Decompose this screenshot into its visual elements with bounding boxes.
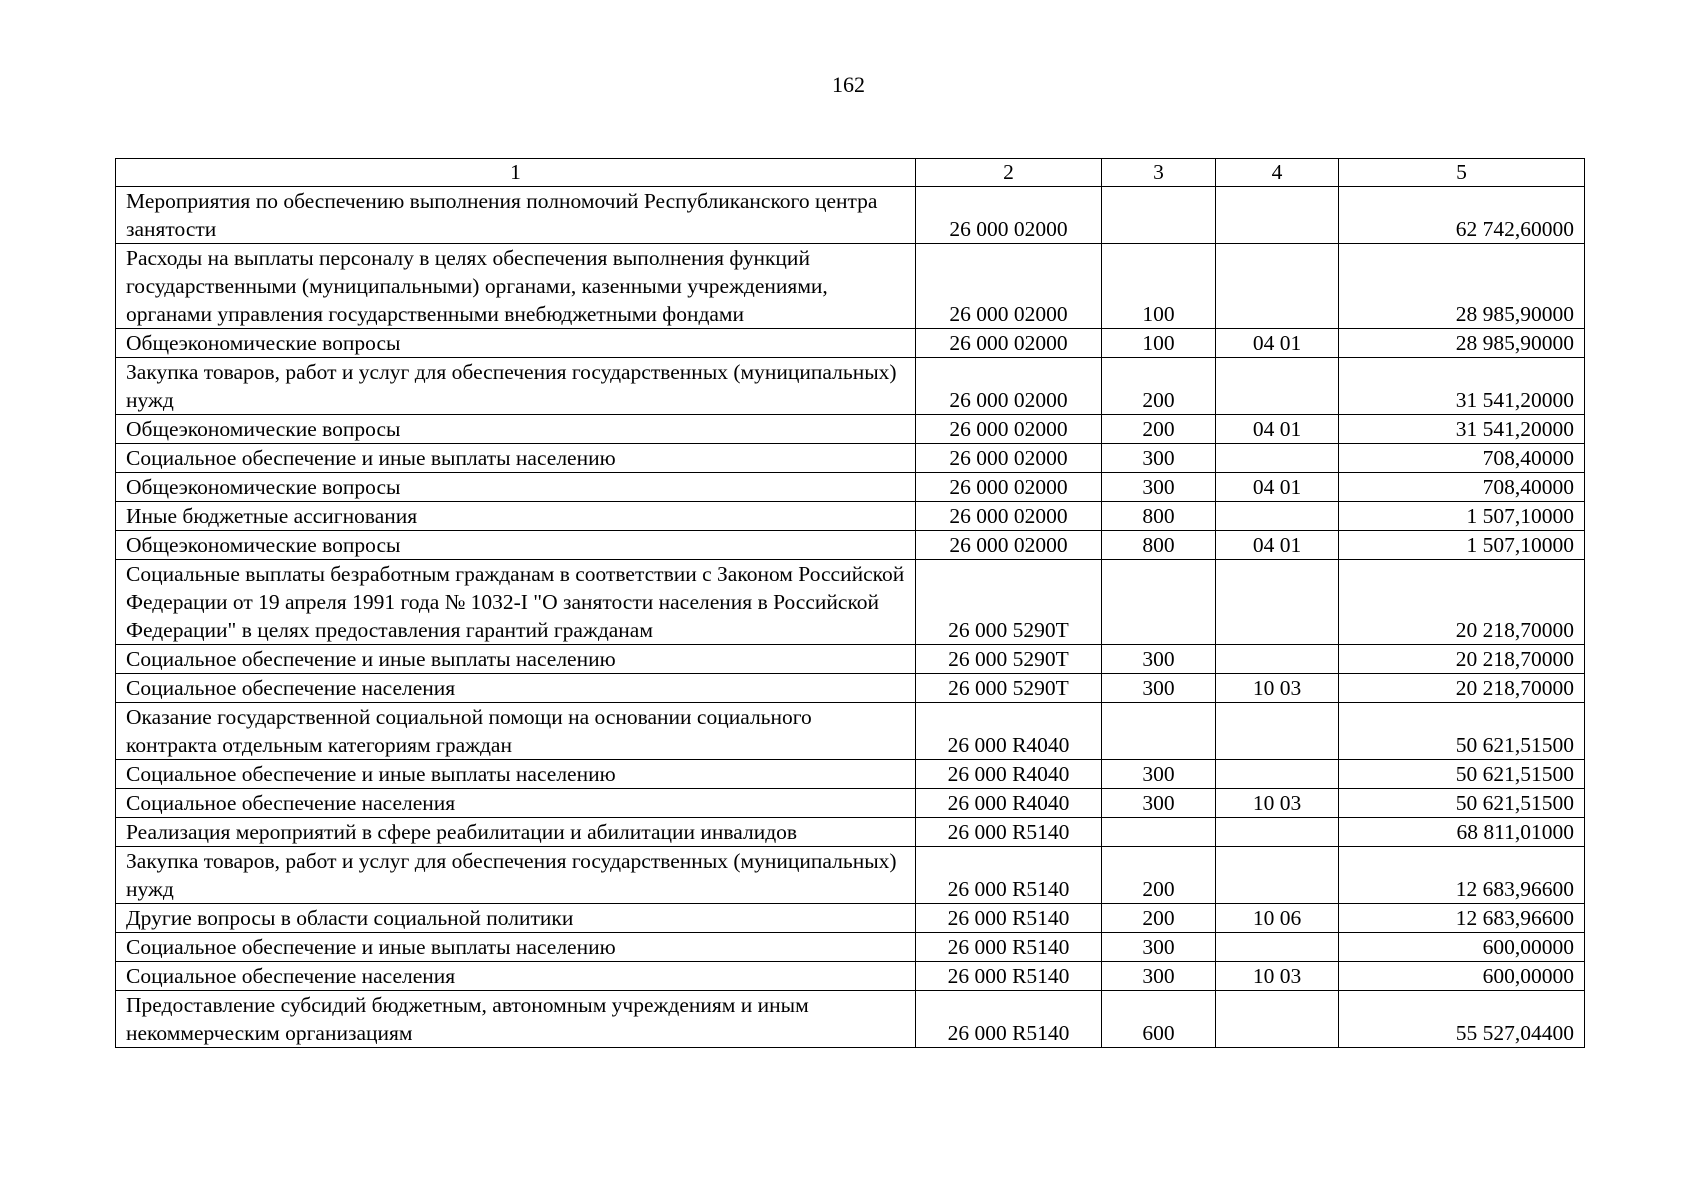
cell-expense-type: 300 <box>1102 789 1216 818</box>
cell-amount: 20 218,70000 <box>1339 560 1585 645</box>
cell-target-code: 26 000 02000 <box>916 444 1102 473</box>
table-header <box>116 159 1585 187</box>
cell-expense-type: 100 <box>1102 244 1216 329</box>
cell-name: Закупка товаров, работ и услуг для обеспечения государственных (муниципальных) нужд <box>116 847 916 904</box>
cell-section <box>1216 244 1339 329</box>
cell-target-code: 26 000 02000 <box>916 244 1102 329</box>
table-row <box>116 789 1585 818</box>
table-row <box>116 933 1585 962</box>
cell-section <box>1216 560 1339 645</box>
cell-target-code: 26 000 02000 <box>916 531 1102 560</box>
cell-section: 10 06 <box>1216 904 1339 933</box>
cell-name: Социальное обеспечение и иные выплаты населению <box>116 444 916 473</box>
cell-amount: 12 683,96600 <box>1339 847 1585 904</box>
cell-expense-type: 300 <box>1102 962 1216 991</box>
cell-target-code: 26 000 02000 <box>916 358 1102 415</box>
cell-name: Социальное обеспечение и иные выплаты населению <box>116 933 916 962</box>
header-row <box>116 159 1585 187</box>
cell-target-code: 26 000 R5140 <box>916 962 1102 991</box>
cell-section <box>1216 703 1339 760</box>
cell-name: Оказание государственной социальной помощи на основании социального контракта отдельным категориям граждан <box>116 703 916 760</box>
table-row <box>116 244 1585 329</box>
cell-target-code: 26 000 R4040 <box>916 789 1102 818</box>
cell-name: Общеэкономические вопросы <box>116 473 916 502</box>
header-col-5: 5 <box>1339 159 1585 187</box>
cell-amount: 68 811,01000 <box>1339 818 1585 847</box>
table-row <box>116 962 1585 991</box>
cell-section <box>1216 933 1339 962</box>
cell-name: Закупка товаров, работ и услуг для обеспечения государственных (муниципальных) нужд <box>116 358 916 415</box>
cell-section <box>1216 818 1339 847</box>
page-number: 162 <box>832 72 865 97</box>
cell-section: 10 03 <box>1216 674 1339 703</box>
cell-amount: 31 541,20000 <box>1339 415 1585 444</box>
cell-section <box>1216 502 1339 531</box>
cell-section: 10 03 <box>1216 962 1339 991</box>
cell-section: 10 03 <box>1216 789 1339 818</box>
cell-target-code: 26 000 02000 <box>916 329 1102 358</box>
cell-amount: 62 742,60000 <box>1339 187 1585 244</box>
table-row <box>116 329 1585 358</box>
cell-name: Социальное обеспечение населения <box>116 789 916 818</box>
cell-expense-type <box>1102 818 1216 847</box>
table-row <box>116 904 1585 933</box>
cell-section <box>1216 991 1339 1048</box>
cell-name: Социальное обеспечение и иные выплаты населению <box>116 760 916 789</box>
cell-section: 04 01 <box>1216 415 1339 444</box>
cell-amount: 1 507,10000 <box>1339 502 1585 531</box>
cell-name: Мероприятия по обеспечению выполнения полномочий Республиканского центра занятости <box>116 187 916 244</box>
table-row <box>116 703 1585 760</box>
cell-name: Иные бюджетные ассигнования <box>116 502 916 531</box>
cell-amount: 50 621,51500 <box>1339 703 1585 760</box>
cell-expense-type <box>1102 187 1216 244</box>
cell-target-code: 26 000 R5140 <box>916 847 1102 904</box>
cell-target-code: 26 000 R5140 <box>916 818 1102 847</box>
table-row <box>116 358 1585 415</box>
cell-target-code: 26 000 02000 <box>916 415 1102 444</box>
cell-section: 04 01 <box>1216 329 1339 358</box>
cell-name: Общеэкономические вопросы <box>116 531 916 560</box>
cell-expense-type: 300 <box>1102 645 1216 674</box>
cell-expense-type <box>1102 560 1216 645</box>
cell-section <box>1216 358 1339 415</box>
cell-amount: 31 541,20000 <box>1339 358 1585 415</box>
cell-name: Предоставление субсидий бюджетным, автономным учреждениям и иным некоммерческим организациям <box>116 991 916 1048</box>
cell-expense-type: 200 <box>1102 415 1216 444</box>
table-row <box>116 760 1585 789</box>
table-row <box>116 502 1585 531</box>
header-col-2: 2 <box>916 159 1102 187</box>
cell-expense-type: 100 <box>1102 329 1216 358</box>
cell-expense-type: 800 <box>1102 531 1216 560</box>
cell-target-code: 26 000 R4040 <box>916 760 1102 789</box>
cell-name: Реализация мероприятий в сфере реабилитации и абилитации инвалидов <box>116 818 916 847</box>
cell-name: Другие вопросы в области социальной политики <box>116 904 916 933</box>
header-col-1: 1 <box>116 159 916 187</box>
header-col-3: 3 <box>1102 159 1216 187</box>
cell-amount: 50 621,51500 <box>1339 789 1585 818</box>
table-row <box>116 531 1585 560</box>
cell-section: 04 01 <box>1216 473 1339 502</box>
table-row <box>116 847 1585 904</box>
cell-section <box>1216 444 1339 473</box>
table-row <box>116 415 1585 444</box>
cell-expense-type: 300 <box>1102 674 1216 703</box>
cell-name: Социальные выплаты безработным гражданам в соответствии с Законом Российской Федерации от 19 апреля 1991 года № 1032-I "О занятости населения в Российской Федерации" в целях предоставления гарантий гражданам <box>116 560 916 645</box>
cell-section <box>1216 645 1339 674</box>
budget-table <box>115 158 1585 1048</box>
cell-expense-type <box>1102 703 1216 760</box>
cell-target-code: 26 000 02000 <box>916 502 1102 531</box>
table-row <box>116 818 1585 847</box>
cell-name: Общеэкономические вопросы <box>116 415 916 444</box>
cell-amount: 600,00000 <box>1339 933 1585 962</box>
cell-amount: 55 527,04400 <box>1339 991 1585 1048</box>
table-body <box>116 187 1585 1048</box>
cell-amount: 28 985,90000 <box>1339 329 1585 358</box>
table-row <box>116 444 1585 473</box>
cell-expense-type: 300 <box>1102 444 1216 473</box>
cell-target-code: 26 000 02000 <box>916 473 1102 502</box>
cell-expense-type: 600 <box>1102 991 1216 1048</box>
cell-target-code: 26 000 R5140 <box>916 991 1102 1048</box>
cell-target-code: 26 000 R5140 <box>916 933 1102 962</box>
cell-target-code: 26 000 5290Т <box>916 645 1102 674</box>
cell-name: Социальное обеспечение населения <box>116 962 916 991</box>
table-row <box>116 473 1585 502</box>
cell-expense-type: 200 <box>1102 358 1216 415</box>
table-row <box>116 645 1585 674</box>
cell-name: Общеэкономические вопросы <box>116 329 916 358</box>
cell-name: Социальное обеспечение и иные выплаты населению <box>116 645 916 674</box>
cell-section: 04 01 <box>1216 531 1339 560</box>
cell-name: Расходы на выплаты персоналу в целях обеспечения выполнения функций государственными (муниципальными) органами, казенными учреждениями, органами управления государственными внебюджетными фондами <box>116 244 916 329</box>
cell-amount: 708,40000 <box>1339 473 1585 502</box>
table-row <box>116 187 1585 244</box>
cell-amount: 28 985,90000 <box>1339 244 1585 329</box>
table-row <box>116 560 1585 645</box>
cell-target-code: 26 000 R4040 <box>916 703 1102 760</box>
table-row <box>116 991 1585 1048</box>
cell-amount: 1 507,10000 <box>1339 531 1585 560</box>
cell-expense-type: 200 <box>1102 847 1216 904</box>
cell-name: Социальное обеспечение населения <box>116 674 916 703</box>
cell-target-code: 26 000 5290Т <box>916 560 1102 645</box>
cell-target-code: 26 000 R5140 <box>916 904 1102 933</box>
cell-amount: 708,40000 <box>1339 444 1585 473</box>
cell-target-code: 26 000 5290Т <box>916 674 1102 703</box>
cell-amount: 50 621,51500 <box>1339 760 1585 789</box>
cell-target-code: 26 000 02000 <box>916 187 1102 244</box>
cell-expense-type: 300 <box>1102 933 1216 962</box>
cell-section <box>1216 847 1339 904</box>
cell-amount: 20 218,70000 <box>1339 674 1585 703</box>
cell-amount: 12 683,96600 <box>1339 904 1585 933</box>
cell-expense-type: 800 <box>1102 502 1216 531</box>
cell-expense-type: 300 <box>1102 760 1216 789</box>
cell-section <box>1216 760 1339 789</box>
cell-amount: 20 218,70000 <box>1339 645 1585 674</box>
cell-expense-type: 200 <box>1102 904 1216 933</box>
cell-expense-type: 300 <box>1102 473 1216 502</box>
table-row <box>116 674 1585 703</box>
header-col-4: 4 <box>1216 159 1339 187</box>
cell-amount: 600,00000 <box>1339 962 1585 991</box>
cell-section <box>1216 187 1339 244</box>
